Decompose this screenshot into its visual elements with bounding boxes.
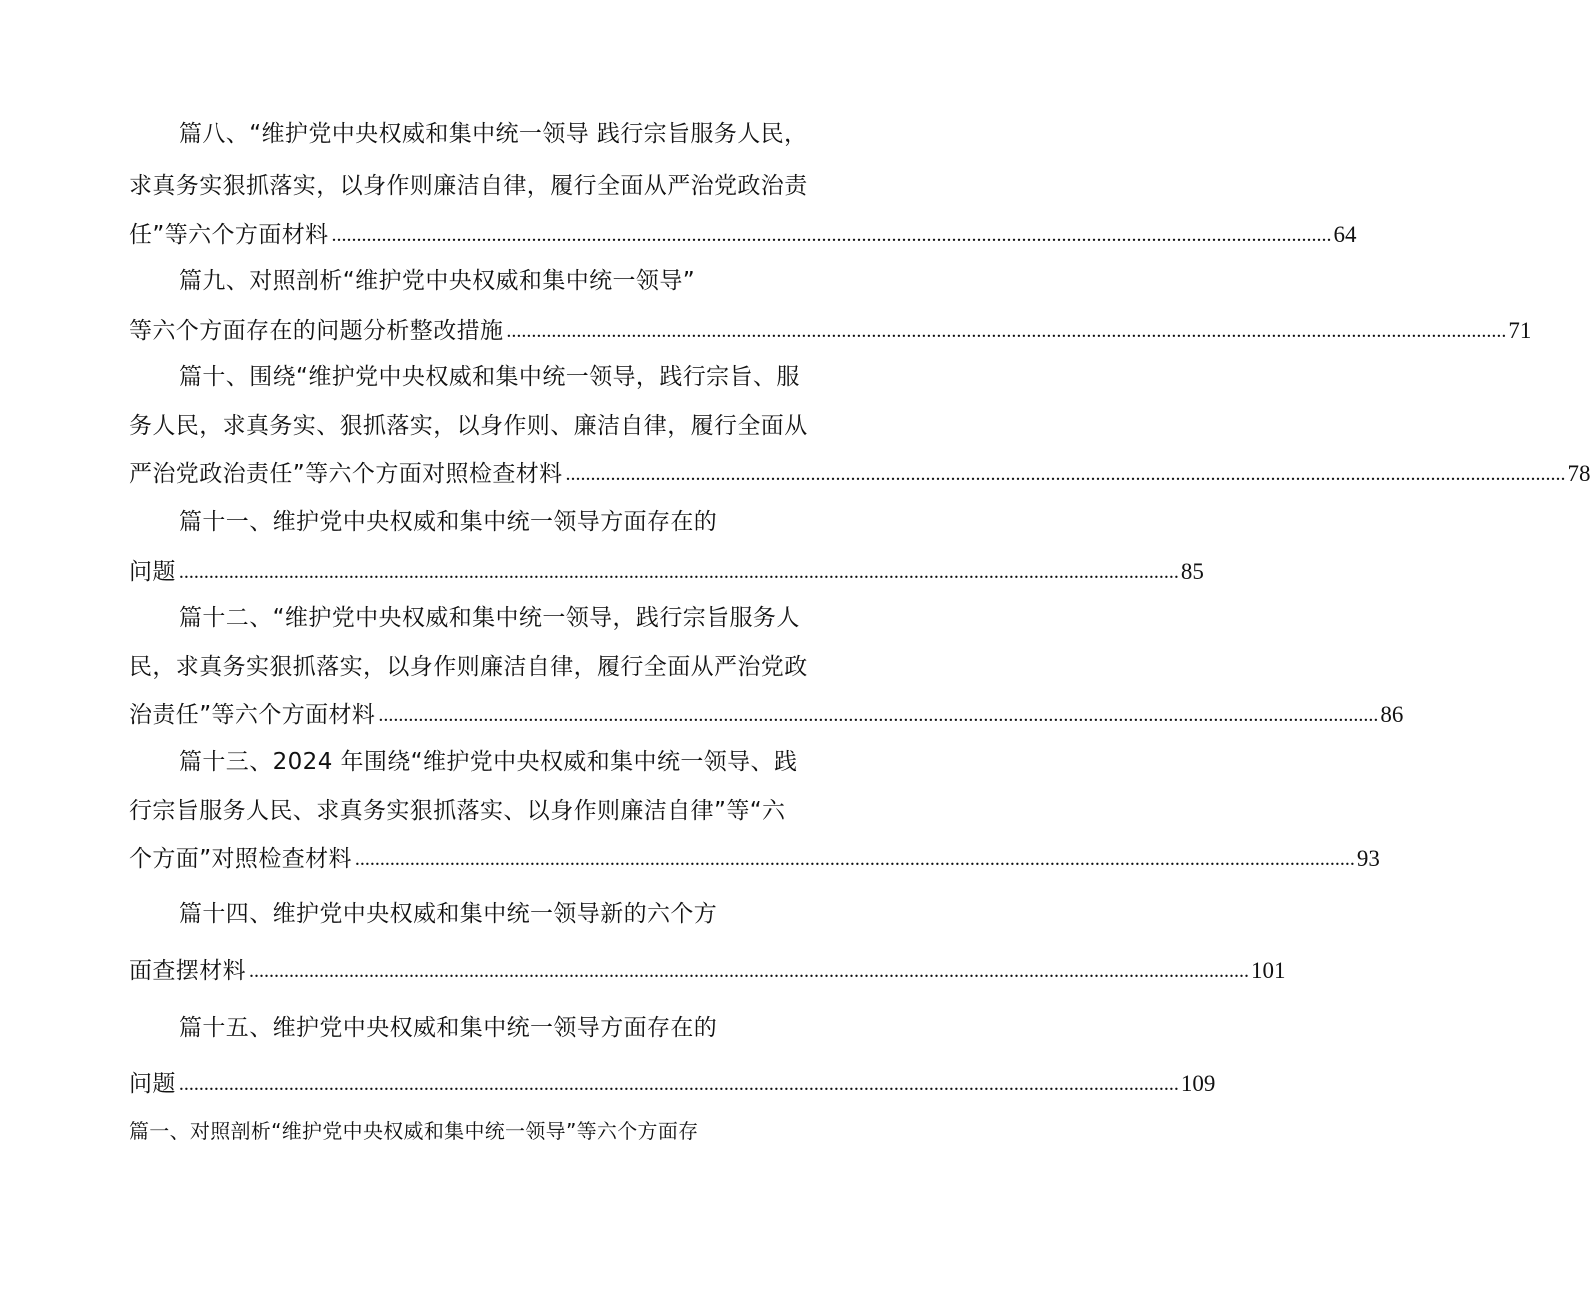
toc-entry-line: 篇十四、维护党中央权威和集中统一领导新的六个方: [179, 901, 718, 927]
toc-entry-last-line: [129, 842, 1380, 876]
toc-entry-line: 篇十二、“维护党中央权威和集中统一领导，践行宗旨服务人: [179, 605, 800, 631]
section-heading: 篇一、对照剖析“维护党中央权威和集中统一领导”等六个方面存: [129, 1119, 699, 1143]
toc-entry-line: 问题: [129, 559, 176, 585]
toc-entry-line: 严治党政治责任”等六个方面对照检查材料: [129, 461, 563, 487]
toc-page-number: 85: [1180, 559, 1204, 584]
toc-entry-line: 面查摆材料: [129, 958, 246, 984]
toc-entry-line: 篇十五、维护党中央权威和集中统一领导方面存在的: [179, 1015, 718, 1041]
toc-page-number: 86: [1380, 702, 1404, 727]
toc-entry-line: 个方面”对照检查材料: [129, 846, 352, 872]
toc-entry-line: 民，求真务实狠抓落实，以身作则廉洁自律，履行全面从严治党政: [129, 654, 808, 680]
toc-page-number: 64: [1333, 222, 1357, 247]
leader-dots: ........................................................................................................................................................................................................: [354, 848, 1355, 870]
leader-dots: ........................................................................................................................................................................................................: [331, 224, 1332, 246]
toc-entry-line: 行宗旨服务人民、求真务实狠抓落实、以身作则廉洁自律”等“六: [129, 798, 786, 824]
toc-entry-last-line: [129, 314, 1532, 348]
toc-entry-line: 篇十、围绕“维护党中央权威和集中统一领导，践行宗旨、服: [179, 364, 800, 390]
toc-entry-line: 治责任”等六个方面材料: [129, 702, 376, 728]
toc-page-number: 71: [1508, 318, 1532, 343]
toc-entry-line: 任”等六个方面材料: [129, 222, 329, 248]
toc-entry-last-line: [129, 555, 1204, 589]
leader-dots: ........................................................................................................................................................................................................: [378, 704, 1379, 726]
toc-entry-last-line: [129, 698, 1404, 732]
toc-page-number: 93: [1356, 846, 1380, 871]
toc-entry-line: 务人民，求真务实、狠抓落实，以身作则、廉洁自律，履行全面从: [129, 413, 808, 439]
toc-entry-line: 篇十三、2024 年围绕“维护党中央权威和集中统一领导、践: [179, 749, 798, 775]
toc-entry-line: 问题: [129, 1071, 176, 1097]
toc-entry-last-line: [129, 1067, 1216, 1101]
leader-dots: ........................................................................................................................................................................................................: [178, 1073, 1179, 1095]
toc-entry-line: 篇八、“维护党中央权威和集中统一领导 践行宗旨服务人民，: [179, 121, 808, 147]
toc-page-number: 78: [1567, 461, 1591, 486]
toc-entry-line: 篇九、对照剖析“维护党中央权威和集中统一领导”: [179, 268, 696, 294]
leader-dots: ........................................................................................................................................................................................................: [249, 960, 1249, 982]
toc-entry-last-line: [129, 954, 1286, 988]
leader-dots: ........................................................................................................................................................................................................: [565, 463, 1566, 485]
toc-entry-last-line: [129, 218, 1357, 252]
toc-entry-line: 等六个方面存在的问题分析整改措施: [129, 318, 504, 344]
leader-dots: ........................................................................................................................................................................................................: [178, 561, 1179, 583]
toc-page-number: 109: [1180, 1071, 1216, 1096]
leader-dots: ........................................................................................................................................................................................................: [506, 320, 1507, 342]
toc-entry-last-line: [129, 457, 1591, 491]
toc-page-number: 101: [1251, 958, 1286, 983]
toc-entry-line: 篇十一、维护党中央权威和集中统一领导方面存在的: [179, 509, 718, 535]
toc-entry-line: 求真务实狠抓落实，以身作则廉洁自律，履行全面从严治党政治责: [129, 173, 808, 199]
